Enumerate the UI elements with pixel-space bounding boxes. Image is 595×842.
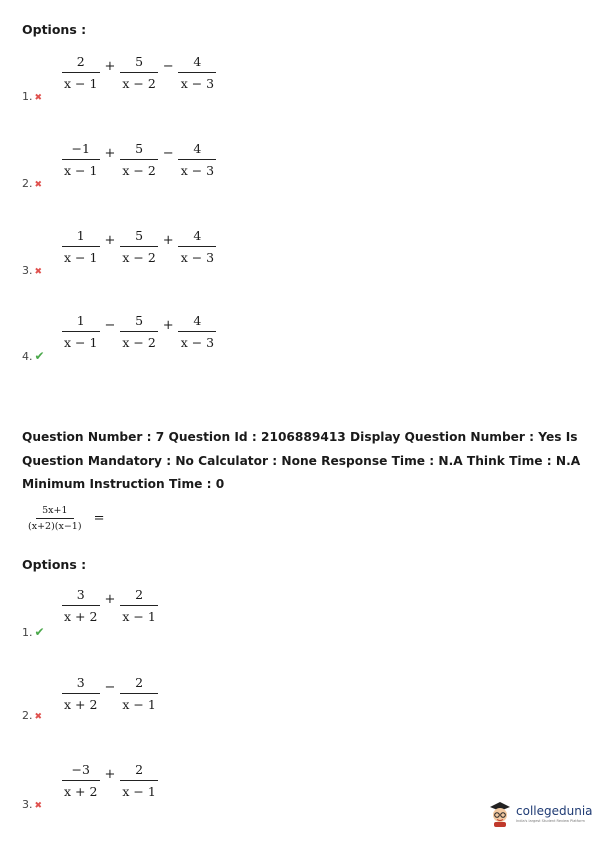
option-number: 4. [22, 350, 33, 363]
denominator: x − 2 [122, 335, 156, 350]
denominator: x + 2 [64, 697, 98, 712]
equals-sign: = [93, 511, 105, 526]
numerator: 3 [62, 587, 100, 606]
fraction [58, 54, 103, 91]
collegedunia-logo [488, 798, 593, 828]
numerator: 2 [120, 762, 158, 781]
numerator: 4 [178, 141, 216, 160]
fraction [116, 675, 161, 712]
cross-icon: ✖ [34, 93, 43, 103]
option-number: 2. [22, 709, 33, 722]
denominator: x − 1 [64, 76, 98, 91]
option-number: 1. [22, 626, 33, 639]
cross-icon: ✖ [34, 712, 43, 722]
option-marker [22, 798, 42, 811]
option-expression [58, 141, 220, 178]
options-heading-2: Options : [22, 557, 87, 572]
numerator: 5 [120, 54, 158, 73]
numerator: 4 [178, 54, 216, 73]
question-info: Question Number : 7 Question Id : 2106889413 Display Question Number : Yes Is Question Mandatory : No Calculator : None Response Time : N.A Think Time : N.A Minimum Instruction Time : 0 [22, 430, 581, 491]
denominator: x − 1 [122, 784, 156, 799]
numerator: 5 [120, 141, 158, 160]
options-heading: Options : [22, 22, 87, 37]
option-expression [58, 587, 162, 624]
denominator: x + 2 [64, 784, 98, 799]
option-expression [58, 675, 162, 712]
fraction [116, 762, 161, 799]
fraction [58, 313, 103, 350]
fraction [58, 675, 103, 712]
numerator: 3 [62, 675, 100, 694]
fraction [175, 141, 220, 178]
operator: − [162, 59, 174, 74]
fraction [116, 587, 161, 624]
option-marker [22, 264, 42, 277]
option-number: 3. [22, 264, 33, 277]
operator: − [104, 318, 116, 333]
denominator: x − 3 [180, 76, 215, 91]
denominator: x − 1 [64, 250, 98, 265]
denominator: x − 3 [180, 250, 215, 265]
numerator: 4 [178, 313, 216, 332]
option-marker [22, 177, 42, 190]
fraction [116, 141, 161, 178]
option-expression [58, 54, 220, 91]
denominator: x − 2 [122, 76, 156, 91]
option-marker [22, 349, 45, 363]
operator: + [104, 592, 116, 607]
option-marker [22, 709, 42, 722]
option-expression [58, 762, 162, 799]
denominator: x − 1 [64, 335, 98, 350]
denominator: x − 2 [122, 250, 156, 265]
numerator: −3 [62, 762, 100, 781]
numerator: 2 [62, 54, 100, 73]
numerator: 5 [120, 228, 158, 247]
operator: + [104, 233, 116, 248]
question-expression [22, 505, 104, 532]
denominator: x − 3 [180, 335, 215, 350]
fraction [116, 54, 161, 91]
cross-icon: ✖ [34, 267, 43, 277]
fraction [58, 141, 103, 178]
denominator: x − 3 [180, 163, 215, 178]
operator: + [162, 233, 174, 248]
denominator: x − 1 [122, 609, 156, 624]
numerator: 5 [120, 313, 158, 332]
fraction [175, 54, 220, 91]
cross-icon: ✖ [34, 180, 43, 190]
numerator: 1 [62, 313, 100, 332]
fraction [58, 587, 103, 624]
fraction [58, 228, 103, 265]
operator: + [104, 59, 116, 74]
fraction [116, 228, 161, 265]
numerator: 2 [120, 675, 158, 694]
check-icon: ✔ [34, 625, 45, 639]
operator: + [104, 146, 116, 161]
fraction [116, 313, 161, 350]
option-marker [22, 625, 45, 639]
numerator: 4 [178, 228, 216, 247]
denominator: x + 2 [64, 609, 98, 624]
logo-name: collegedunia [516, 803, 593, 818]
operator: + [162, 318, 174, 333]
option-number: 2. [22, 177, 33, 190]
fraction [58, 762, 103, 799]
logo-tagline: India's largest Student Review Platform [516, 818, 585, 823]
denominator: x − 2 [122, 163, 156, 178]
numerator: 2 [120, 587, 158, 606]
question-fraction [22, 505, 88, 532]
operator: − [162, 146, 174, 161]
denominator: x − 1 [64, 163, 98, 178]
operator: − [104, 680, 116, 695]
option-expression [58, 228, 220, 265]
question-numerator: 5x+1 [36, 505, 74, 519]
numerator: −1 [62, 141, 100, 160]
fraction [175, 313, 220, 350]
numerator: 1 [62, 228, 100, 247]
option-number: 3. [22, 798, 33, 811]
cross-icon: ✖ [34, 801, 43, 811]
option-marker [22, 90, 42, 103]
option-expression [58, 313, 220, 350]
question-denominator: (x+2)(x−1) [28, 521, 82, 532]
check-icon: ✔ [34, 349, 45, 363]
fraction [175, 228, 220, 265]
mascot-icon [488, 798, 512, 828]
denominator: x − 1 [122, 697, 156, 712]
operator: + [104, 767, 116, 782]
option-number: 1. [22, 90, 33, 103]
